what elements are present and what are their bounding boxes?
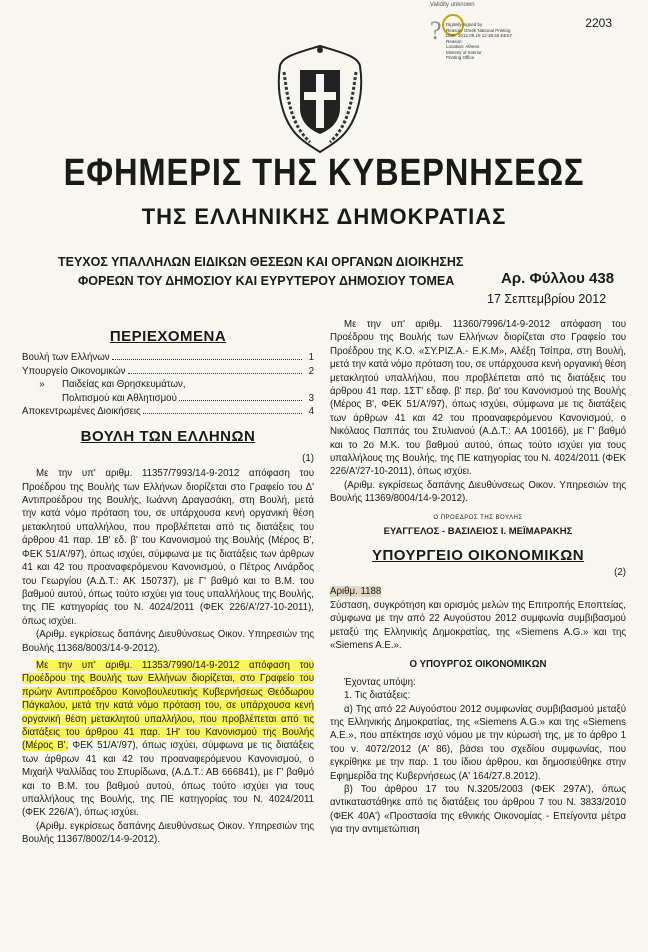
toc-page: 3 [308, 392, 314, 404]
toc-item-label: Βουλή των Ελλήνων [22, 352, 110, 364]
toc-item-label: Πολιτισμού και Αθλητισμού [62, 392, 177, 404]
issue-date: 17 Σεπτεμβρίου 2012 [487, 292, 607, 306]
list-item: 1. Τις διατάξεις: [344, 690, 411, 702]
toc-item[interactable] [22, 378, 314, 405]
approval-note: (Αριθμ. εγκρίσεως δαπάνης Διευθύνσεως Οικον. Υπηρεσιών της Βουλής 11368/8003/14-9-2012). [22, 629, 314, 654]
toc-item-label: Υπουργείο Οικονομικών [22, 365, 126, 377]
digital-signature-stamp [428, 12, 513, 68]
signature-validity: Validity unknown [430, 2, 475, 8]
toc-title: ΠΕΡΙΕΧΟΜΕΝΑ [109, 328, 227, 345]
page-number: 2203 [585, 16, 612, 30]
highlighted-text: Με την υπ' αριθμ. 11353/7990/14-9-2012 απόφαση του Προέδρου της Βουλής των Ελλήνων διορίζεται, στο Γραφείο του πρώην Αντιπροέδρου Κοινοβουλευτικής Κυβερνήσεως Θεόδωρου Πάγκαλου, μετά την κατά νόμο πρόταση του, σε υπάρχουσα κενή οργανική θέση μετακλητού υπαλλήλου, που προβλέπεται από τις διατάξεις του άρθρου 41 παρ. 1Η' του Κανονισμού της Βουλής (Μέρος Β', [22, 659, 314, 752]
right-column [330, 318, 626, 837]
decision-paragraph: Με την υπ' αριθμ. 11360/7996/14-9-2012 απόφαση του Προέδρου της Βουλής των Ελλήνων διορίζεται στο Γραφείο του Προέδρου της Κ.Ο. «ΣΥ.ΡΙΖ.Α.- Ε.Κ.Μ», Αλέξη Τσίπρα, στη Βουλή, μετά την κατά νόμο πρόταση του, σε υπάρχουσα κενή οργανική θέση μετακλητού υπαλλήλου, που προβλέπεται από τις διατάξεις του άρθρου 41 παρ. 1ΣΤ' εδαφ. β' περ. βα' του Κανονισμού της Βουλής (Μέρος Β', ΦΕΚ 51/Α'/97), όπως ισχύει, σύμφωνα με τις διατάξεις των άρθρων 41 και 42 του προαναφερόμενου Κανονισμού, ο Νικόλαος Παππάς του Στυλιανού (Α.Δ.Τ.: ΑΑ 100166), με Γ' βαθμό και το 2ο Μ.Κ. του βαθμού αυτού, όπως τούτο ισχύει για τους υπαλλήλους της Βουλής, της ΠΕ κατηγορίας του Ν. 4024/2011 (ΦΕΚ 226/Α'/27-10-2011), όπως ισχύει. [330, 319, 626, 478]
toc-item[interactable] [22, 405, 314, 418]
list-item: β) Του άρθρου 17 του Ν.3205/2003 (ΦΕΚ 297Α'), όπως αντικαταστάθηκε από τις διατάξεις του άρθρου 7 του Ν. 3833/2010 (ΦΕΚ 40Α') «Προστασία της εθνικής Οικονομίας - Επείγοντα μέτρα για την αντιμετώπιση [330, 784, 626, 836]
section-title: ΥΠΟΥΡΓΕΙΟ ΟΙΚΟΝΟΜΙΚΩΝ [371, 546, 585, 564]
decision-paragraph [22, 659, 314, 820]
toc-leader [128, 373, 303, 374]
signatory-name: ΕΥΑΓΓΕΛΟΣ - ΒΑΣΙΛΕΙΟΣ Ι. ΜΕΪΜΑΡΑΚΗΣ [383, 526, 573, 538]
signature-line: Location: Athens [446, 44, 480, 49]
sheet-number: Αρ. Φύλλου 438 [501, 270, 615, 287]
issue-description-2: ΦΟΡΕΩΝ ΤΟΥ ΔΗΜΟΣΙΟΥ ΚΑΙ ΕΥΡΥΤΕΡΟΥ ΔΗΜΟΣΙΟΥ ΤΟΜΕΑ [78, 274, 455, 288]
signature-line: Printing Office [446, 55, 475, 60]
toc-page: 2 [308, 365, 314, 377]
considering-label: Έχοντας υπόψη: [344, 676, 416, 688]
left-column [22, 328, 314, 847]
list-item: α) Της από 22 Αυγούστου 2012 συμφωνίας συμβιβασμού μεταξύ της Ελληνικής Δημοκρατίας, της «Siemens A.G.» και της «Siemens A.E.», που απέκτησε ισχύ νόμου με την κύρωσή της, με το άρθρο 1 του ν. 4072/2012 (Α' 86), βάσει του σχεδίου συμφωνίας, που εγκρίθηκε με την παρ. 1 του ίδιου άρθρου, και δημοσιεύθηκε στην Εφημερίδα της Κυβερνήσεως (Α' 164/27.8.2012). [330, 703, 626, 782]
toc-item-label: Παιδείας και Θρησκευμάτων, [62, 379, 186, 391]
toc-leader [112, 359, 302, 360]
signature-line: Digitally signed by [446, 22, 483, 27]
approval-note: (Αριθμ. εγκρίσεως δαπάνης Διευθύνσεως Οικον. Υπηρεσιών της Βουλής 11369/8004/14-9-2012). [330, 479, 626, 505]
toc-item[interactable] [22, 365, 314, 378]
gazette-title: ΕΦΗΜΕΡΙΣ ΤΗΣ ΚΥΒΕΡΝΗΣΕΩΣ [63, 152, 585, 194]
toc-leader [179, 400, 302, 401]
question-mark-icon: ? [430, 16, 442, 45]
issue-description: ΤΕΥΧΟΣ ΥΠΑΛΛΗΛΩΝ ΕΙΔΙΚΩΝ ΘΕΣΕΩΝ ΚΑΙ ΟΡΓΑΝΩΝ ΔΙΟΙΚΗΣΗΣ [58, 255, 464, 269]
toc-bullet: » [39, 379, 45, 391]
signature-line: Reason: [446, 38, 463, 44]
signature-line: Date: 2012.09.19 12:38:45 EEST [446, 33, 513, 38]
gazette-subtitle: ΤΗΣ ΕΛΛΗΝΙΚΗΣ ΔΗΜΟΚΡΑΤΙΑΣ [141, 204, 507, 229]
signature-line: Reason: Greek National Printing [446, 27, 511, 33]
decision-subject: Σύσταση, συγκρότηση και ορισμός μελών της Επιτροπής Εποπτείας, σύμφωνα με την από 22 Αυγούστου 2012 συμφωνία συμβιβασμού μεταξύ της Ελληνικής Δημοκρατίας, της «Siemens A.G.» και της «Siemens A.E.». [330, 599, 626, 651]
toc-item[interactable] [22, 351, 314, 364]
signatory-title: Ο ΠΡΟΕΔΡΟΣ ΤΗΣ ΒΟΥΛΗΣ [433, 514, 523, 521]
section-title: ΒΟΥΛΗ ΤΩΝ ΕΛΛΗΝΩΝ [80, 428, 256, 446]
section-number: (2) [614, 566, 626, 578]
decision-text: ΦΕΚ 51/Α'/97), όπως ισχύει, σύμφωνα με τις διατάξεις των άρθρων 41 και 42 του προαναφερόμενου Κανονισμού, ο Μιχαήλ Ψαλλίδας του Σπυρίδωνα, (Α.Δ.Τ.: ΑΒ 666841), με Γ' βαθμό και το Β.Μ. του βαθμού αυτού, όπως τούτο ισχύει για τους υπαλλήλους της Βουλής, της ΠΕ κατηγορίας του Ν. 4024/2011 (ΦΕΚ 226/Α'), όπως ισχύει. [22, 740, 314, 819]
signature-line: Ministry of Interior [446, 49, 482, 55]
approval-note: (Αριθμ. εγκρίσεως δαπάνης Διευθύνσεως Οικον. Υπηρεσιών της Βουλής 11367/8002/14-9-2012). [22, 820, 314, 846]
minister-title: Ο ΥΠΟΥΡΓΟΣ ΟΙΚΟΝΟΜΙΚΩΝ [409, 659, 547, 671]
toc-page: 4 [308, 406, 314, 418]
decision-number [330, 585, 626, 598]
decision-paragraph: Με την υπ' αριθμ. 11357/7993/14-9-2012 απόφαση του Προέδρου της Βουλής των Ελλήνων διορίζεται στο Γραφείο του Δ' Αντιπροέδρου της Βουλής, Ιωάννη Δραγασάκη, στη Βουλή, μετά την κατά νόμο πρόταση του, σε υπάρχουσα κενή οργανική θέση μετακλητού υπαλλήλου, που προβλέπεται από τις διατάξεις του άρθρου 41 παρ. 1Β' εδ. β' του Κανονισμού της Βουλής (Μέρος Β', ΦΕΚ 51/Α'/97), όπως ισχύει, σύμφωνα με τις διατάξεις των άρθρων 41 και 42 του προαναφερόμενου Κανονισμού, ο Πέτρος Λινάρδος του Γεωργίου (Α.Δ.Τ.: ΑΚ 150737), με Γ' βαθμό και το Β.Μ. του βαθμού αυτού, όπως τούτο ισχύει για τους υπαλλήλους της Βουλής, της ΠΕ κατηγορίας του Ν. 4024/2011 (ΦΕΚ 226/Α'/27-10-2011), όπως ισχύει. [22, 468, 314, 627]
greek-coat-of-arms-icon [270, 42, 370, 154]
toc-item-label: Αποκεντρωμένες Διοικήσεις [22, 406, 141, 418]
section-number: (1) [302, 452, 314, 464]
toc-leader [143, 413, 302, 414]
decision-number-text: Αριθμ. 1188 [330, 586, 382, 598]
toc-page: 1 [308, 352, 314, 364]
